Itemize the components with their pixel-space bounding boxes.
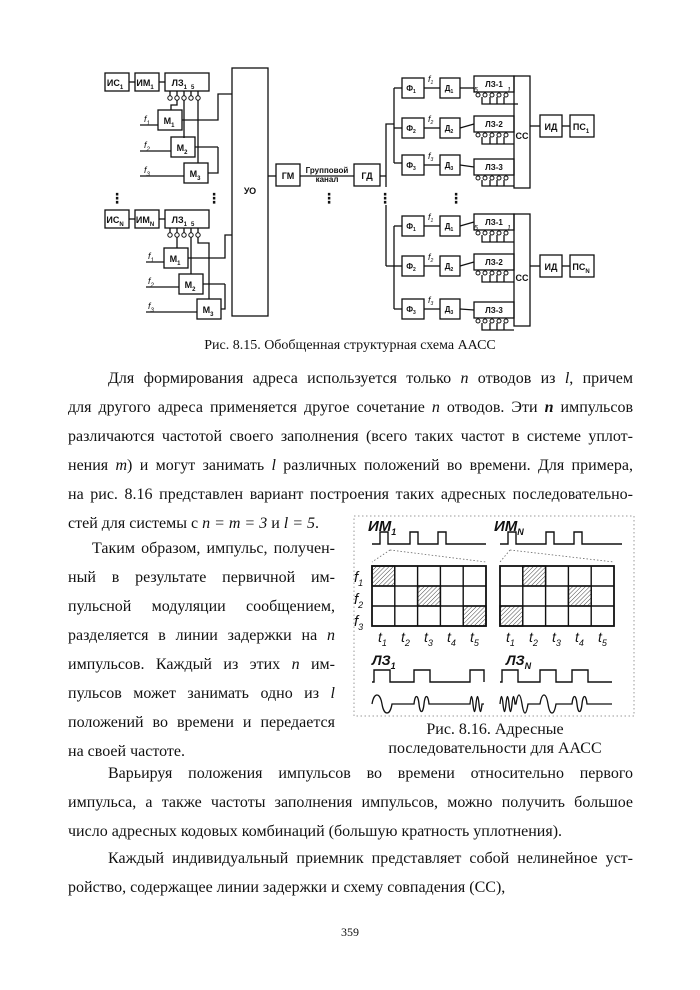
p1-line3: различаются частотой своего заполнения (всего таких частот в системе уплот- [68,428,633,445]
svg-text:ИМ1: $ИМ_1$ [136,78,154,91]
svg-text:Д3: $Д_3$ [444,305,454,316]
svg-text:Д2: $Д_2$ [444,124,454,135]
hatched-cell-n-f2-t4 [568,586,591,606]
p1-line5: на рис. 8.16 представлен вариант построения таких адресных последовательно- [68,486,633,503]
svg-text:ИМ1: $ИМ_1$ [368,518,397,537]
svg-text:ИД: ИД [544,122,558,132]
svg-text:⋮: ⋮ [207,190,221,206]
p2-line1: Таким образом, импульс, получен- [92,540,335,557]
svg-text:ЛЗ-2: ЛЗ-2 [485,120,503,129]
p1-line6: стей для системы с n = m = 3 и l = 5. [68,515,320,532]
figure-8-15-block-diagram [0,0,700,340]
figure-8-16-caption [350,720,640,758]
svg-text:f2: $f_2$ [144,140,150,153]
svg-text:Д2: $Д_2$ [444,262,454,273]
figure-8-16-address-sequences [350,512,640,722]
svg-text:Ф2: $Ф_2$ [406,262,416,273]
paragraph-2 [68,534,335,766]
p2-line7: положений во времени и передается [68,714,335,731]
svg-text:СС: СС [515,131,529,141]
svg-text:М3: $М_3$ [189,169,201,182]
svg-text:5: 5 [474,225,478,232]
svg-text:f1: $f_1$ [354,569,364,588]
hatched-cell-f1-t1 [372,566,395,586]
svg-text:⋮: ⋮ [449,190,463,206]
svg-text:ЛЗN: $ЛЗ_N$ [506,652,532,671]
svg-text:f2: $f_2$ [428,114,434,126]
svg-text:Ф2: $Ф_2$ [406,124,416,135]
svg-text:⋮: ⋮ [110,190,124,206]
svg-text:f1: $f_1$ [428,74,434,86]
svg-text:Ф1: $Ф_1$ [406,84,416,95]
svg-text:ЛЗ15: $ЛЗ_1$ 5 [171,78,195,91]
p1-line4: нения m) и могут занимать l различных положений во времени. Для примера, [68,457,634,474]
svg-text:ПСN: $ПС_N$ [572,262,590,275]
hatched-cell-n-f1-t2 [523,566,546,586]
paragraph-3 [68,759,633,846]
svg-text:t2: $t_2$ [401,629,410,648]
p2-line5: импульсов. Каждый из этих n им- [68,656,336,673]
svg-text:f3: $f_3$ [148,301,154,314]
p3-line2: импульса, а также частоты заполнения импульсов, можно получить большое [68,794,633,811]
svg-text:⋮: ⋮ [378,190,392,206]
p4-line1: Каждый индивидуальный приемник представляет собой нелинейное уст- [108,850,633,867]
svg-text:t5: $t_5$ [598,629,607,648]
svg-text:ИС1: $ИС_1$ [106,78,124,91]
p1-line2: для другого адреса применяется другое сочетание n отводов. Эти n импульсов [68,399,634,416]
svg-text:Ф3: $Ф_3$ [406,305,416,316]
figure-8-15-caption: Рис. 8.15. Обобщенная структурная схема ААСС [204,338,496,353]
svg-text:t2: $t_2$ [529,629,538,648]
svg-text:t3: $t_3$ [552,629,561,648]
svg-text:ЛЗ-3: ЛЗ-3 [485,163,503,172]
p2-line3: пульсной модуляции сообщением, [68,598,335,615]
figure-8-16-caption-line1: Рис. 8.16. Адресные [426,721,564,738]
svg-text:t5: $t_5$ [470,629,479,648]
svg-text:f2: $f_2$ [354,591,364,610]
svg-text:f2: $f_2$ [428,252,434,264]
p2-line2: ный в результате первичной им- [68,569,335,586]
p4-line2: ройство, содержащее линии задержки и схему совпадения (СС), [68,879,506,896]
svg-text:ПС1: $ПС_1$ [572,122,590,135]
svg-text:t4: $t_4$ [447,629,456,648]
svg-text:М2: $М_2$ [184,280,196,293]
svg-text:5: 5 [474,87,478,94]
svg-text:f3: $f_3$ [428,151,434,163]
svg-text:f2: $f_2$ [148,276,154,289]
svg-text:ЛЗ1: $ЛЗ_1$ [372,652,396,671]
hatched-cell-f3-t5 [463,606,486,626]
svg-text:ЛЗ-3: ЛЗ-3 [485,306,503,315]
svg-text:f3: $f_3$ [144,165,150,178]
svg-text:Ф3: $Ф_3$ [406,161,416,172]
svg-text:f3: $f_3$ [354,613,364,632]
figure-8-16-caption-line2: последовательности для ААСС [388,740,602,757]
svg-text:СС: СС [515,273,529,283]
svg-text:ЛЗ-1: ЛЗ-1 [485,80,503,89]
svg-text:Д3: $Д_3$ [444,161,454,172]
svg-text:ИМN: $ИМ_N$ [135,215,155,228]
svg-text:М2: $М_2$ [176,143,188,156]
p3-line1: Варьируя положения импульсов во времени относительно первого [108,765,633,782]
svg-text:f1: $f_1$ [428,212,434,224]
svg-text:1: 1 [507,87,511,94]
svg-text:Ф1: $Ф_1$ [406,222,416,233]
p1-line1: Для формирования адреса используется только n отводов из l, причем [108,370,633,387]
ss-block-n [514,214,530,326]
hatched-cell-f2-t3 [418,586,441,606]
svg-text:ГД: ГД [361,171,373,181]
svg-text:f1: $f_1$ [148,251,154,264]
svg-text:f3: $f_3$ [428,295,434,307]
p3-line3: число адресных кодовых комбинаций (большую кратность уплотнения). [68,823,563,840]
svg-text:ГМ: ГМ [281,171,295,181]
svg-text:ИМN: $ИМ_N$ [494,518,524,537]
svg-text:М3: $М_3$ [202,305,214,318]
svg-text:М1: $М_1$ [163,116,175,129]
hatched-cell-n-f3-t1 [500,606,523,626]
p2-line8: на своей частоте. [68,743,185,760]
p2-line4: разделяется в линии задержки на n [68,627,335,644]
p2-line6: пульсов может занимать одно из l [68,685,335,702]
paragraph-4 [68,844,633,902]
svg-text:ИД: ИД [544,262,558,272]
svg-text:ЛЗ-2: ЛЗ-2 [485,258,503,267]
svg-text:ЛЗ-1: ЛЗ-1 [485,218,503,227]
svg-text:ИСN: $ИС_N$ [106,215,124,228]
svg-text:f1: $f_1$ [144,114,150,127]
svg-text:t1: $t_1$ [378,629,387,648]
svg-text:Групповой: Групповой [305,166,349,175]
svg-text:t4: $t_4$ [575,629,584,648]
page-number: 359 [341,925,359,939]
svg-text:УО: УО [243,186,257,196]
svg-text:t3: $t_3$ [424,629,433,648]
svg-text:Д1: $Д_1$ [444,222,454,233]
svg-text:t1: $t_1$ [506,629,515,648]
svg-text:1: 1 [507,225,511,232]
svg-text:Д1: $Д_1$ [444,84,454,95]
svg-text:канал: канал [315,175,339,184]
svg-text:М1: $М_1$ [169,254,181,267]
svg-text:ЛЗ15: $ЛЗ_1$ 5 [171,215,195,228]
svg-text:⋮: ⋮ [322,190,336,206]
